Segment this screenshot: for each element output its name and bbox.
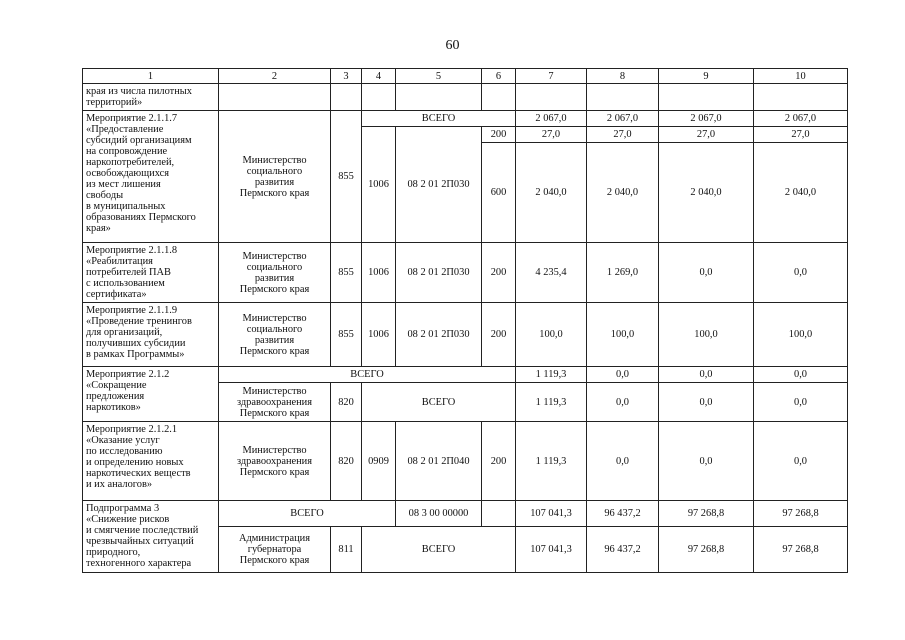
executor-cell: Министерство социального развития Пермского края	[219, 111, 331, 243]
value-cell: 27,0	[754, 127, 848, 143]
table-row	[83, 111, 848, 127]
activity-name-cell: Мероприятие 2.1.1.8 «Реабилитация потребителей ПАВ с использованием сертификата»	[83, 243, 219, 303]
value-cell: 0,0	[754, 367, 848, 383]
value-cell: 27,0	[587, 127, 659, 143]
csr-cell: 08 2 01 2П030	[396, 127, 482, 243]
header-cell: 6	[482, 69, 516, 84]
vr-cell: 200	[482, 422, 516, 501]
value-cell: 107 041,3	[516, 501, 587, 527]
total-label-cell: ВСЕГО	[362, 527, 516, 573]
empty-cell	[587, 84, 659, 111]
activity-name-cell: края из числа пилотных территорий»	[83, 84, 219, 111]
value-cell: 2 040,0	[516, 143, 587, 243]
value-cell: 1 269,0	[587, 243, 659, 303]
value-cell: 0,0	[587, 422, 659, 501]
value-cell: 4 235,4	[516, 243, 587, 303]
table-row	[83, 84, 848, 111]
total-label-cell: ВСЕГО	[219, 367, 516, 383]
empty-cell	[219, 84, 331, 111]
grbs-cell: 855	[331, 303, 362, 367]
total-label-cell: ВСЕГО	[219, 501, 396, 527]
rzpr-cell: 1006	[362, 243, 396, 303]
rzpr-cell: 0909	[362, 422, 396, 501]
empty-cell	[396, 84, 482, 111]
value-cell: 27,0	[659, 127, 754, 143]
value-cell: 100,0	[754, 303, 848, 367]
value-cell: 0,0	[659, 422, 754, 501]
value-cell: 0,0	[754, 422, 848, 501]
empty-cell	[331, 84, 362, 111]
table-row	[83, 367, 848, 383]
value-cell: 27,0	[516, 127, 587, 143]
value-cell: 0,0	[587, 383, 659, 422]
empty-cell	[482, 84, 516, 111]
value-cell: 100,0	[587, 303, 659, 367]
value-cell: 97 268,8	[659, 527, 754, 573]
value-cell: 97 268,8	[659, 501, 754, 527]
table-row	[83, 243, 848, 303]
grbs-cell: 811	[331, 527, 362, 573]
executor-cell: Министерство здравоохранения Пермского края	[219, 422, 331, 501]
grbs-cell: 855	[331, 111, 362, 243]
activity-name-cell: Подпрограмма 3 «Снижение рисков и смягчение последствий чрезвычайных ситуаций природного, техногенного характера	[83, 501, 219, 573]
value-cell: 2 067,0	[587, 111, 659, 127]
vr-cell: 200	[482, 243, 516, 303]
header-cell: 7	[516, 69, 587, 84]
vr-cell: 200	[482, 303, 516, 367]
value-cell: 100,0	[516, 303, 587, 367]
value-cell: 2 067,0	[754, 111, 848, 127]
value-cell: 107 041,3	[516, 527, 587, 573]
activity-name-cell: Мероприятие 2.1.2 «Сокращение предложения наркотиков»	[83, 367, 219, 422]
value-cell: 2 067,0	[659, 111, 754, 127]
header-cell: 8	[587, 69, 659, 84]
header-cell: 4	[362, 69, 396, 84]
value-cell: 1 119,3	[516, 422, 587, 501]
empty-cell	[362, 84, 396, 111]
empty-cell	[516, 84, 587, 111]
grbs-cell: 820	[331, 383, 362, 422]
header-cell: 10	[754, 69, 848, 84]
table-row	[83, 303, 848, 367]
header-cell: 5	[396, 69, 482, 84]
empty-cell	[482, 501, 516, 527]
grbs-cell: 820	[331, 422, 362, 501]
executor-cell: Министерство социального развития Пермского края	[219, 243, 331, 303]
header-cell: 9	[659, 69, 754, 84]
header-cell: 3	[331, 69, 362, 84]
value-cell: 0,0	[754, 383, 848, 422]
activity-name-cell: Мероприятие 2.1.2.1 «Оказание услуг по исследованию и определению новых наркотических веществ и их аналогов»	[83, 422, 219, 501]
value-cell: 1 119,3	[516, 367, 587, 383]
table-header-row	[83, 69, 848, 84]
csr-cell: 08 3 00 00000	[396, 501, 482, 527]
value-cell: 2 067,0	[516, 111, 587, 127]
rzpr-cell: 1006	[362, 127, 396, 243]
vr-cell: 600	[482, 143, 516, 243]
csr-cell: 08 2 01 2П030	[396, 303, 482, 367]
csr-cell: 08 2 01 2П030	[396, 243, 482, 303]
grbs-cell: 855	[331, 243, 362, 303]
value-cell: 0,0	[754, 243, 848, 303]
value-cell: 2 040,0	[754, 143, 848, 243]
csr-cell: 08 2 01 2П040	[396, 422, 482, 501]
activity-name-cell: Мероприятие 2.1.1.7 «Предоставление субсидий организациям на сопровождение наркопотребителей, освобождающихся из мест лишения свободы в муниципальных образованиях Пермского края»	[83, 111, 219, 243]
value-cell: 1 119,3	[516, 383, 587, 422]
empty-cell	[659, 84, 754, 111]
vr-cell: 200	[482, 127, 516, 143]
value-cell: 0,0	[659, 243, 754, 303]
value-cell: 96 437,2	[587, 527, 659, 573]
value-cell: 2 040,0	[659, 143, 754, 243]
rzpr-cell: 1006	[362, 303, 396, 367]
activity-name-cell: Мероприятие 2.1.1.9 «Проведение тренингов для организаций, получивших субсидии в рамках Программы»	[83, 303, 219, 367]
value-cell: 97 268,8	[754, 527, 848, 573]
header-cell: 1	[83, 69, 219, 84]
value-cell: 96 437,2	[587, 501, 659, 527]
value-cell: 100,0	[659, 303, 754, 367]
value-cell: 97 268,8	[754, 501, 848, 527]
executor-cell: Министерство здравоохранения Пермского края	[219, 383, 331, 422]
empty-cell	[754, 84, 848, 111]
table-row	[83, 501, 848, 527]
executor-cell: Администрация губернатора Пермского края	[219, 527, 331, 573]
total-label-cell: ВСЕГО	[362, 111, 516, 127]
executor-cell: Министерство социального развития Пермского края	[219, 303, 331, 367]
value-cell: 0,0	[587, 367, 659, 383]
total-label-cell: ВСЕГО	[362, 383, 516, 422]
value-cell: 0,0	[659, 383, 754, 422]
budget-table	[82, 68, 848, 573]
value-cell: 0,0	[659, 367, 754, 383]
header-cell: 2	[219, 69, 331, 84]
table-row	[83, 422, 848, 501]
page-number: 60	[445, 38, 460, 53]
value-cell: 2 040,0	[587, 143, 659, 243]
